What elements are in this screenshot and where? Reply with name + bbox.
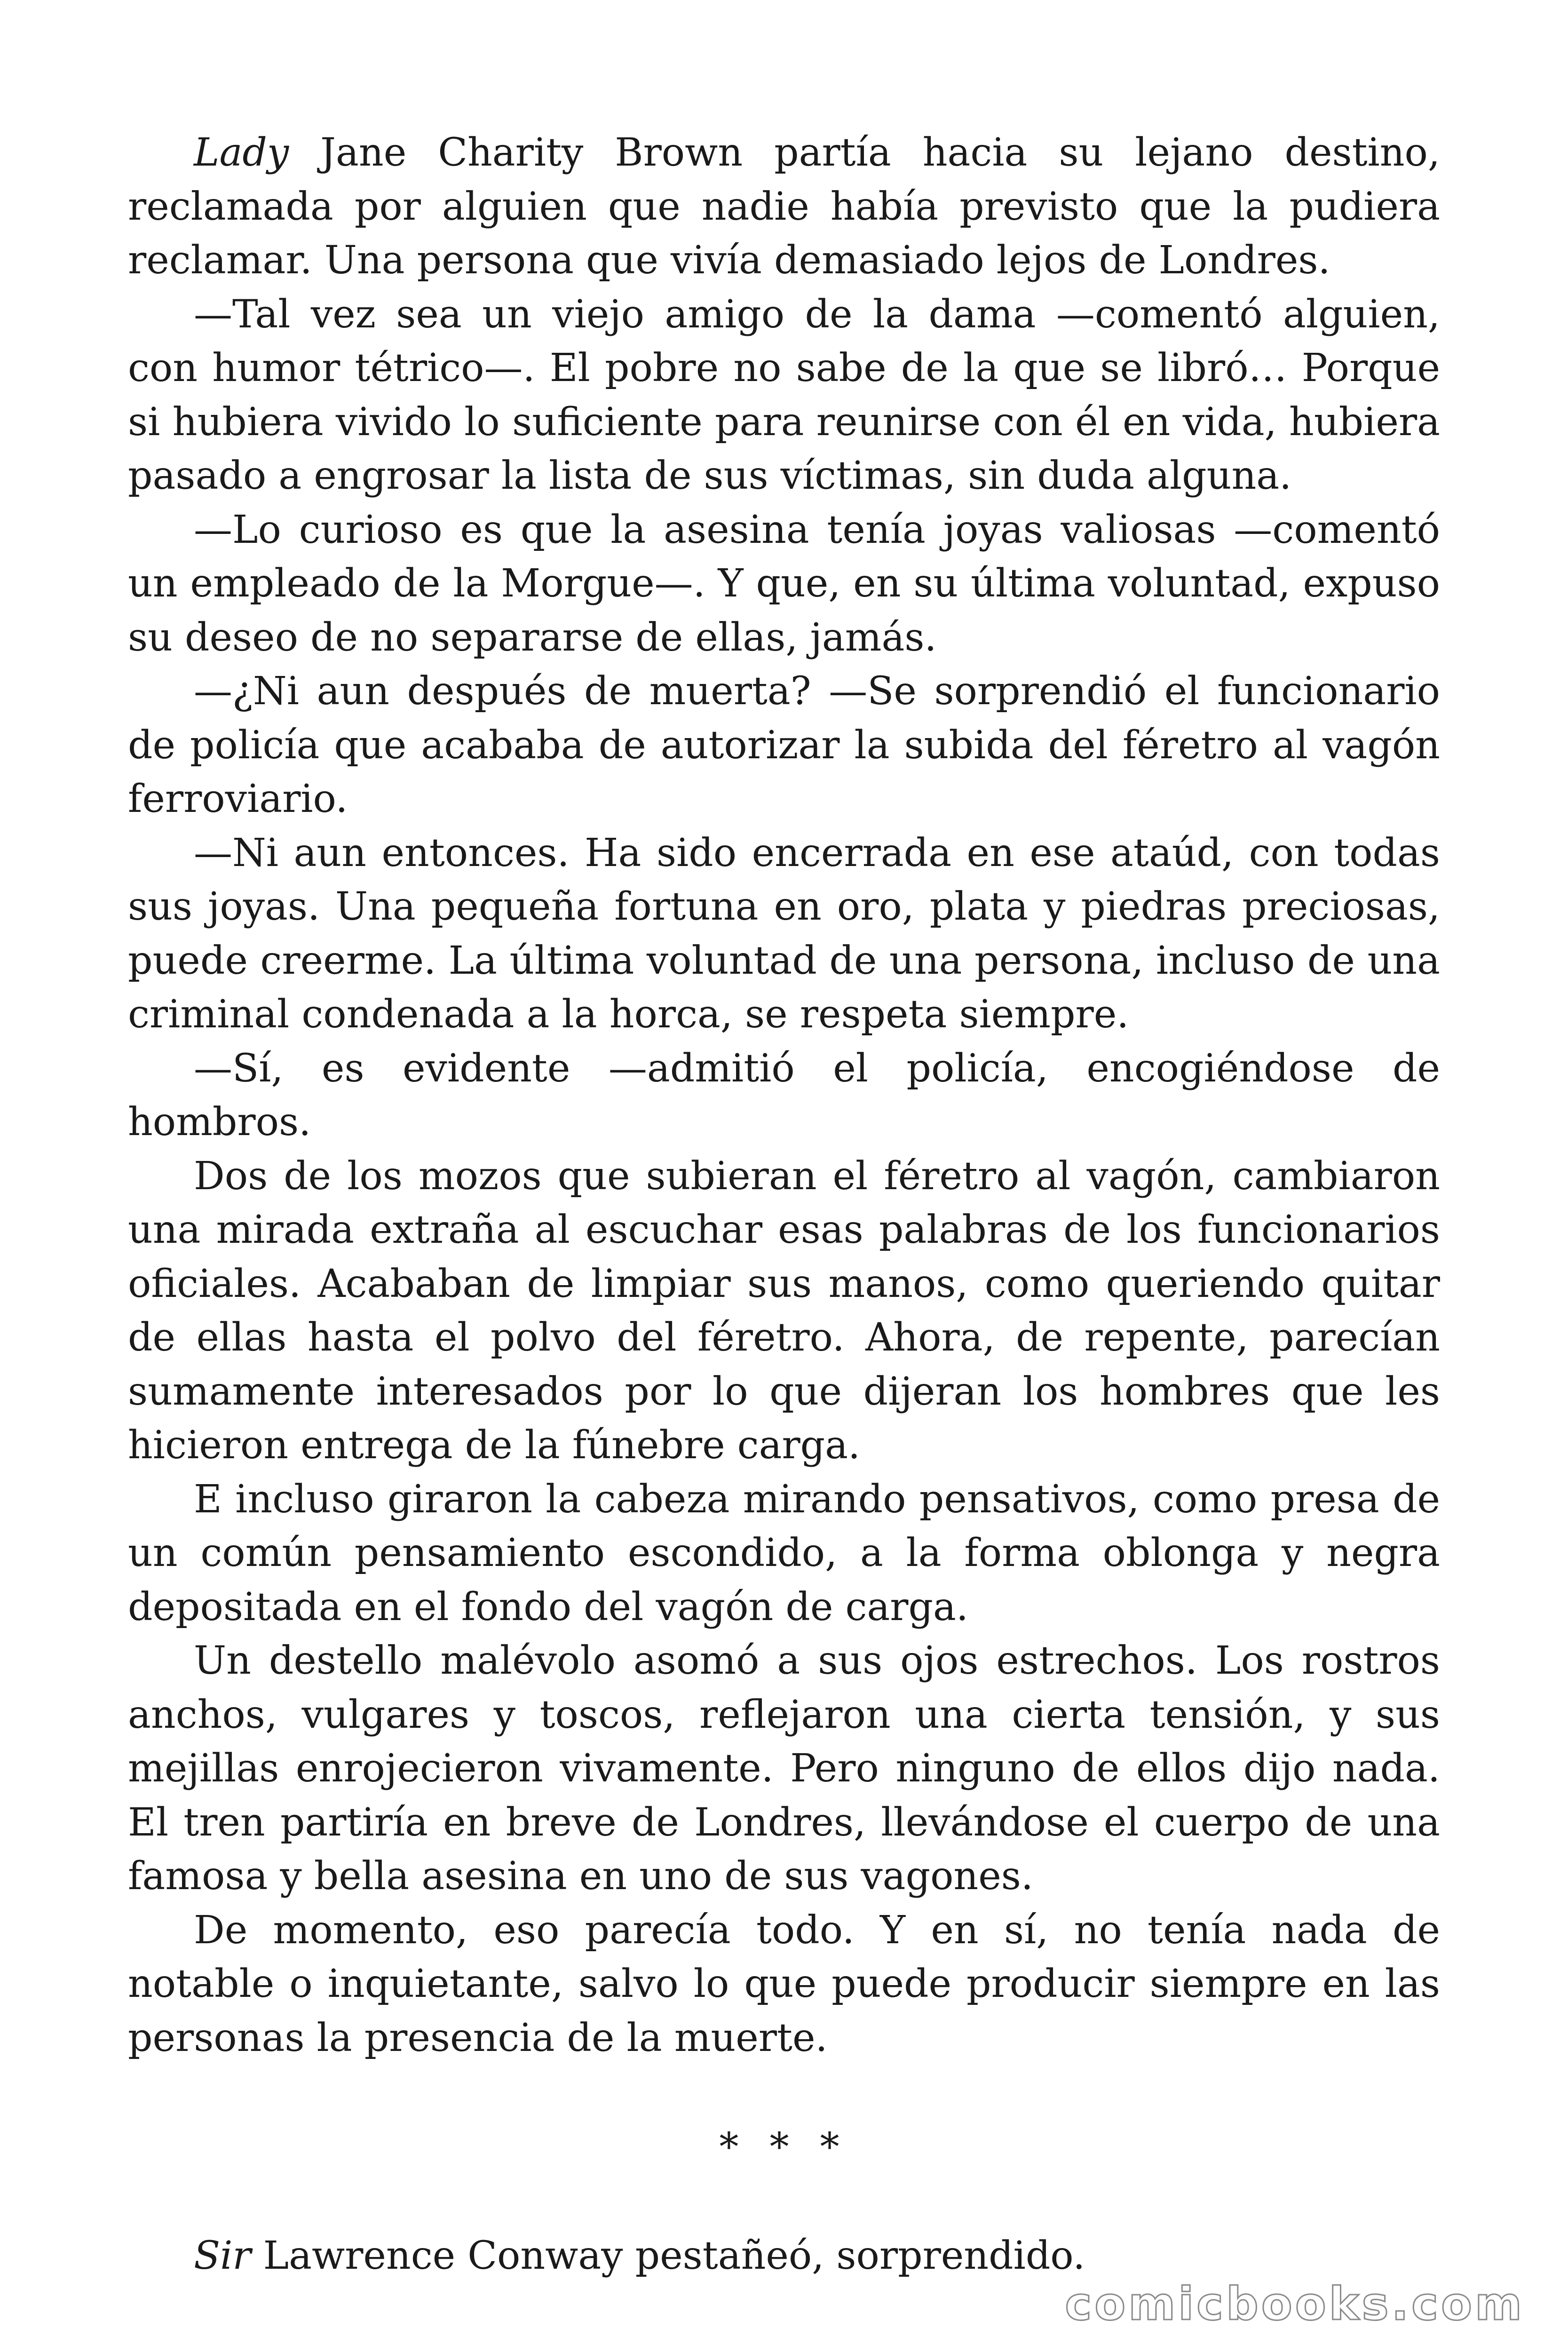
paragraph: De momento, eso parecía todo. Y en sí, no tenía nada de notable o inquietante, salvo lo que puede producir siempre en las personas la presencia de la muerte.: [128, 1907, 1440, 2060]
paragraph-lead-italic: Lady: [194, 130, 289, 175]
paragraph: E incluso giraron la cabeza mirando pensativos, como presa de un común pensamiento escondido, a la forma oblonga y negra depositada en el fondo del vagón de carga.: [128, 1477, 1440, 1629]
paragraph: —Lo curioso es que la asesina tenía joyas valiosas —comentó un empleado de la Morgue—. Y que, en su última voluntad, expuso su deseo de no separarse de ellas, jamás.: [128, 507, 1440, 660]
paragraph: [128, 126, 1440, 288]
paragraph: Un destello malévolo asomó a sus ojos estrechos. Los rostros anchos, vulgares y toscos, reflejaron una cierta tensión, y sus mejillas enrojecieron vivamente. Pero ninguno de ellos dijo nada. El tren partiría en breve de Londres, llevándose el cuerpo de una famosa y bella asesina en uno de sus vagones.: [128, 1638, 1440, 1899]
closing-paragraph: [128, 2229, 1440, 2283]
document-body: [128, 126, 1440, 2283]
paragraph: —Tal vez sea un viejo amigo de la dama —comentó alguien, con humor tétrico—. El pobre no sabe de la que se libró… Porque si hubiera vivido lo suficiente para reunirse con él en vida, hubiera pasado a engrosar la lista de sus víctimas, sin duda alguna.: [128, 292, 1440, 498]
closing-lead-italic: Sir: [194, 2233, 251, 2278]
closing-text: Lawrence Conway pestañeó, sorprendido.: [251, 2233, 1085, 2278]
paragraph: Dos de los mozos que subieran el féretro al vagón, cambiaron una mirada extraña al escuchar esas palabras de los funcionarios oficiales. Acababan de limpiar sus manos, como queriendo quitar de ellas hasta el polvo del féretro. Ahora, de repente, parecían sumamente interesados por lo que dijeran los hombres que les hicieron entrega de la fúnebre carga.: [128, 1153, 1440, 1468]
paragraph: —Ni aun entonces. Ha sido encerrada en ese ataúd, con todas sus joyas. Una pequeña fortuna en oro, plata y piedras preciosas, puede creerme. La última voluntad de una persona, incluso de una criminal condenada a la horca, se respeta siempre.: [128, 830, 1440, 1037]
section-separator: * * *: [719, 2125, 849, 2169]
paragraph: —Sí, es evidente —admitió el policía, encogiéndose de hombros.: [128, 1046, 1440, 1144]
paragraph: —¿Ni aun después de muerta? —Se sorprendió el funcionario de policía que acababa de autorizar la subida del féretro al vagón ferroviario.: [128, 669, 1440, 821]
paragraph-text: Jane Charity Brown partía hacia su lejano destino, reclamada por alguien que nadie había previsto que la pudiera reclamar. Una persona que vivía demasiado lejos de Londres.: [128, 130, 1440, 283]
watermark: comicbooks.com: [1065, 2278, 1525, 2330]
